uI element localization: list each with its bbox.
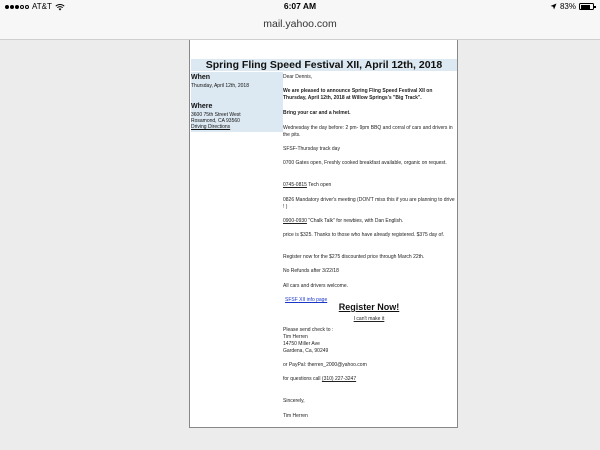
wednesday-note: Wednesday the day before: 2 pm- 9pm BBQ and corral of cars and drivers in the pits. (283, 125, 453, 138)
track-day-heading: SFSF-Thursday track day (283, 146, 340, 152)
url-text[interactable]: mail.yahoo.com (263, 18, 337, 30)
cant-make-it-link[interactable]: I can't make it (353, 316, 385, 322)
event-sidebar (191, 72, 283, 132)
address-line-2: Rosamond, CA 93560 (191, 118, 240, 124)
greeting: Dear Dennis, (283, 74, 313, 80)
tech-text: Tech open (306, 182, 332, 188)
payee-street: 14750 Miller Ave (283, 341, 320, 347)
when-value: Thursday, April 12th, 2018 (191, 83, 249, 89)
when-heading: When (191, 74, 211, 81)
welcome-note: All cars and drivers welcome. (283, 283, 349, 289)
event-title: Spring Fling Speed Festival XII, April 12th, 2018 (191, 59, 457, 71)
web-page (0, 40, 600, 450)
phone-link[interactable]: (310) 227-3247 (321, 376, 357, 382)
signature: Tim Herren (283, 413, 308, 419)
price-note: price is $325. Thanks to those who have already registered. $375 day of. (283, 232, 445, 238)
questions-prefix: for questions call (283, 376, 322, 382)
intro-paragraph: We are pleased to announce Spring Fling Speed Festival XII on Thursday, April 12th, 2018 at Willow Springs's "Big Track". (283, 88, 433, 101)
status-right (550, 2, 594, 11)
schedule-chalk-talk (283, 218, 455, 225)
paypal-note: or PayPal: therren_2000@yahoo.com (283, 362, 367, 368)
check-instructions: Please send check to : (283, 327, 334, 333)
schedule-tech (283, 182, 455, 189)
chalk-text: "Chalk Talk" for newbies, with Dan English. (306, 218, 404, 224)
register-now-button[interactable]: Register Now! (338, 302, 400, 312)
questions-note (283, 376, 455, 383)
payee-city: Gardena, Ca, 90249 (283, 348, 329, 354)
bring-note: Bring your car and a helmet. (283, 110, 351, 116)
battery-icon (579, 3, 594, 10)
battery-percent: 83% (559, 2, 576, 11)
address-line-1: 3600 75th Street West (191, 112, 241, 118)
info-page-link-text[interactable]: SFSF XII info page (285, 297, 328, 303)
discount-note: Register now for the $275 discounted price through March 22th. (283, 254, 425, 260)
meeting-text: Mandatory driver's meeting (DON'T miss this if you are planning to drive ! ) (283, 197, 455, 210)
refunds-note: No Refunds after 3/22/18 (283, 268, 339, 274)
where-heading: Where (191, 103, 213, 110)
location-arrow-icon (550, 3, 557, 10)
payee-name: Tim Herren (283, 334, 308, 340)
schedule-meeting (283, 197, 455, 211)
status-bar (0, 0, 600, 13)
battery-level-fill (581, 5, 590, 9)
chalk-time: 0900-0930 (283, 218, 307, 224)
email-message (189, 40, 458, 428)
carrier-name: AT&T (32, 2, 52, 11)
gates-text: Gates open, Freshly cooked breakfast available, organic on request. (294, 160, 447, 166)
meeting-time: 0826 (283, 197, 295, 203)
address-bar[interactable] (0, 13, 600, 40)
driving-directions-link[interactable]: Driving Directions (191, 124, 231, 130)
tech-time: 0745-0815 (283, 182, 307, 188)
closing: Sincerely, (283, 398, 305, 404)
gates-time: 0700 (283, 160, 295, 166)
schedule-gates (283, 160, 455, 167)
clock: 6:07 AM (283, 1, 317, 11)
